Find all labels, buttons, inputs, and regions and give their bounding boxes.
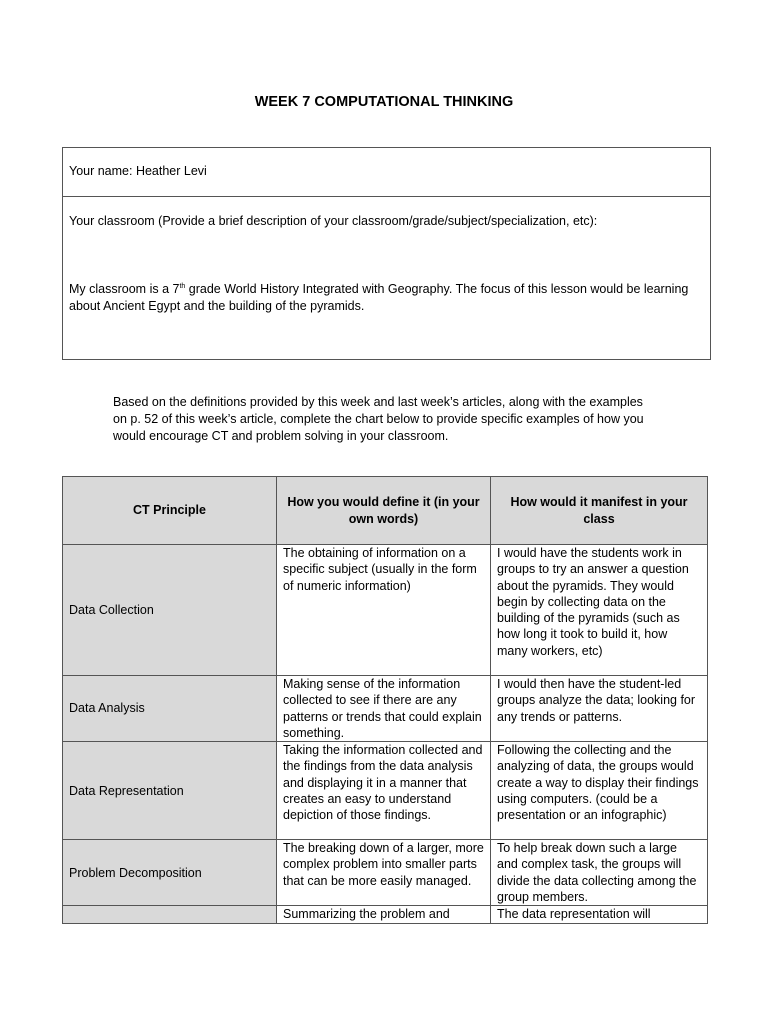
manifest-cell: I would then have the student-led groups analyze the data; looking for any trends or patterns. (491, 676, 708, 742)
document-title: WEEK 7 COMPUTATIONAL THINKING (254, 94, 514, 110)
classroom-description (69, 278, 704, 315)
principle-cell: Data Representation (63, 742, 277, 840)
classroom-prompt: Your classroom (Provide a brief description of your classroom/grade/subject/specialization, etc): (69, 214, 598, 228)
definition-cell: Making sense of the information collected to see if there are any patterns or trends that could explain something. (277, 676, 491, 742)
definition-cell: The obtaining of information on a specific subject (usually in the form of numeric information) (277, 545, 491, 676)
classroom-section (63, 197, 710, 315)
header-ct-principle: CT Principle (63, 477, 277, 545)
definition-cell: The breaking down of a larger, more complex problem into smaller parts that can be more easily managed. (277, 840, 491, 906)
classroom-text-end: grade World History Integrated with Geography. The focus of this lesson would be learning about Ancient Egypt and the building of the pyramids. (69, 282, 689, 314)
principle-cell: Data Collection (63, 545, 277, 676)
classroom-text-start: My classroom is a 7 (69, 282, 180, 297)
manifest-cell: Following the collecting and the analyzing of data, the groups would create a way to display their findings using computers. (could be a presentation or an infographic) (491, 742, 708, 840)
table-row (63, 545, 708, 676)
manifest-cell: I would have the students work in groups to try an answer a question about the pyramids. They would begin by collecting data on the building of the pyramids (such as how long it took to build it, how many workers, etc) (491, 545, 708, 676)
table-row (63, 742, 708, 840)
principle-cell: Problem Decomposition (63, 840, 277, 906)
student-info-box (62, 147, 711, 360)
table-row (63, 676, 708, 742)
table-header-row (63, 477, 708, 545)
header-definition: How you would define it (in your own words) (277, 477, 491, 545)
principle-cell (63, 906, 277, 923)
table-row (63, 840, 708, 906)
ordinal-suffix: th (179, 283, 186, 290)
ct-principles-table (62, 476, 708, 924)
manifest-cell: The data representation will (491, 906, 708, 923)
header-manifest: How would it manifest in your class (491, 477, 708, 545)
definition-cell: Summarizing the problem and (277, 906, 491, 923)
instructions-paragraph: Based on the definitions provided by this week and last week’s articles, along with the examples on p. 52 of this week’s article, complete the chart below to provide specific examples of how you would encourage CT and problem solving in your classroom. (113, 395, 644, 443)
manifest-cell: To help break down such a large and complex task, the groups will divide the data collecting among the group members. (491, 840, 708, 906)
definition-cell: Taking the information collected and the findings from the data analysis and displaying it in a manner that creates an easy to understand depiction of those findings. (277, 742, 491, 840)
table-row (63, 906, 708, 923)
name-field: Your name: Heather Levi (63, 148, 710, 197)
principle-cell: Data Analysis (63, 676, 277, 742)
